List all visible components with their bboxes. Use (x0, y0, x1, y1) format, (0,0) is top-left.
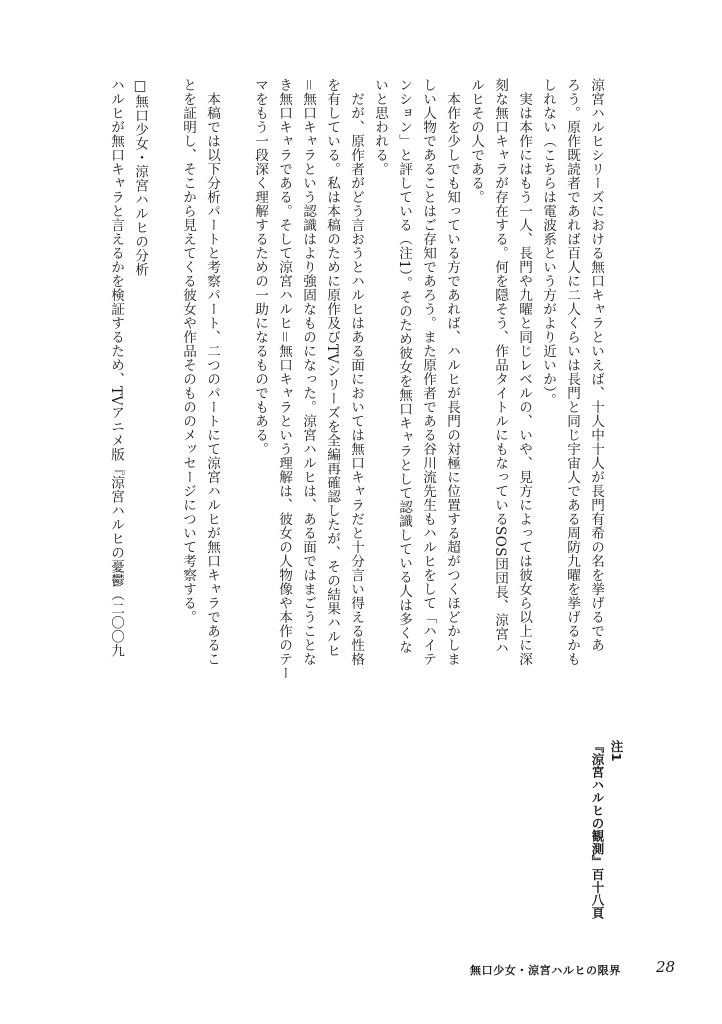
text-line: 涼宮ハルヒシリーズにおける無口キャラといえば、十人中十人が長門有希の名を挙げるであ (588, 78, 604, 652)
running-title: 無口少女・涼宮ハルヒの限界 (470, 964, 621, 977)
text-line: しい人物であることはご存知であろう。また原作者である谷川流先生もハルヒをして「ハイテ (420, 78, 436, 666)
text-line: ルヒその人である。 (468, 78, 484, 204)
text-line: マをもう一段深く理解するための一助になるものでもある。 (252, 78, 268, 456)
text-line: 本稿では以下分析パートと考察パート、二つのパートにて涼宮ハルヒが無口キャラであるこ (204, 78, 220, 666)
text-line: とを証明し、そこから見えてくる彼女や作品そのもののメッセージについて考察する。 (180, 78, 196, 624)
text-line: を有している。私は本稿のために原作及びTVシリーズを全編再確認したが、その結果ハルヒ (324, 78, 340, 658)
text-line: き無口キャラである。そして涼宮ハルヒ＝無口キャラという理解は、彼女の人物像や本作のテー (276, 78, 292, 680)
text-line: ＝無口キャラという認識はより強固なものになった。涼宮ハルヒは、ある面ではまごうことな (300, 78, 316, 666)
footnote-text: 『涼宮ハルヒの観測』百十八頁 (590, 740, 605, 920)
text-line: ハルヒが無口キャラと言えるかを検証するため、TVアニメ版『涼宮ハルヒの憂鬱（二〇〇九 (108, 78, 124, 658)
text-line: 実は本作にはもう一人、長門や九曜と同じレベルの、いや、見方によっては彼女ら以上に深 (516, 78, 532, 666)
text-line: だが、原作者がどう言おうとハルヒはある面においては無口キャラだと十分言い得える性格 (348, 78, 364, 666)
text-line: いと思われる。 (372, 78, 388, 176)
text-line: ンション」と評している（注1）。そのため彼女を無口キャラとして認識している人は多くな (396, 78, 412, 655)
text-line: ろう。原作既読者であれば百人に二人くらいは長門と同じ宇宙人である周防九曜を挙げるかも (564, 78, 580, 666)
text-line: 本作を少しでも知っている方であれば、ハルヒが長門の対極に位置する超がつくほどかしま (444, 78, 460, 666)
footnote-label: 注1 (609, 740, 624, 762)
text-line: しれない（こちらは電波系という方がより近いか）。 (540, 78, 556, 408)
text-line: 刻な無口キャラが存在する。何を隠そう、作品タイトルにもなっているSOS団団長、涼宮ハ (492, 78, 508, 655)
page-number: 28 (656, 958, 676, 976)
section-heading: □無口少女・涼宮ハルヒの分析 (132, 78, 148, 277)
